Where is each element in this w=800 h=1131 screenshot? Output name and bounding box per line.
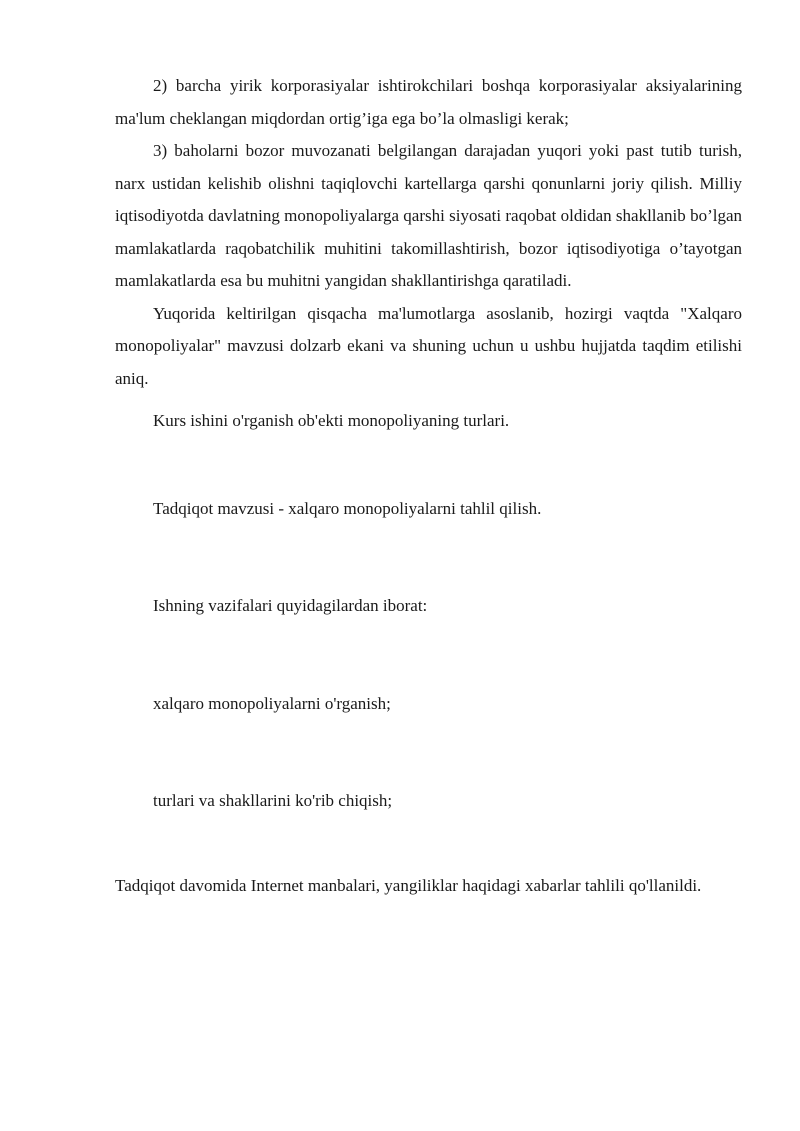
- paragraph-relevance: Yuqorida keltirilgan qisqacha ma'lumotlarga asoslanib, hozirgi vaqtda "Xalqaro monopoliyalar" mavzusi dolzarb ekani va shuning uchun u ushbu hujjatda taqdim etilishi aniq.: [115, 303, 742, 388]
- list-item-task-2: turlari va shakllarini ko'rib chiqish;: [153, 791, 393, 810]
- document-page: [115, 70, 742, 902]
- paragraph-corporations: 2) barcha yirik korporasiyalar ishtirokchilari boshqa korporasiyalar aksiyalarining ma'lum cheklangan miqdordan ortig’iga ega bo’la olmasligi kerak;: [115, 76, 742, 128]
- paragraph-methods: Tadqiqot davomida Internet manbalari, yangiliklar haqidagi xabarlar tahlili qo'llanildi.: [115, 875, 702, 895]
- paragraph-cartel-laws: 3) baholarni bozor muvozanati belgilangan darajadan yuqori yoki past tutib turish, narx ustidan kelishib olishni taqiqlovchi kartellarga qarshi qonunlarni joriy qilish. Milliy iqtisodiyotda davlatning monopoliyalarga qarshi siyosati raqobat oldidan shakllanib bo’lgan mamlakatlarda raqobatchilik muhitini takomillashtirish, bozor iqtisodiyotiga o’tayotgan mamlakatlarda esa bu muhitni yangidan shakllantirishga qaratiladi.: [115, 141, 742, 290]
- list-item-task-1: xalqaro monopoliyalarni o'rganish;: [153, 693, 391, 713]
- paragraph-research-object: Kurs ishini o'rganish ob'ekti monopoliyaning turlari.: [153, 411, 510, 430]
- paragraph-tasks-heading: Ishning vazifalari quyidagilardan iborat:: [153, 596, 428, 615]
- paragraph-research-topic: Tadqiqot mavzusi - xalqaro monopoliyalarni tahlil qilish.: [153, 498, 542, 518]
